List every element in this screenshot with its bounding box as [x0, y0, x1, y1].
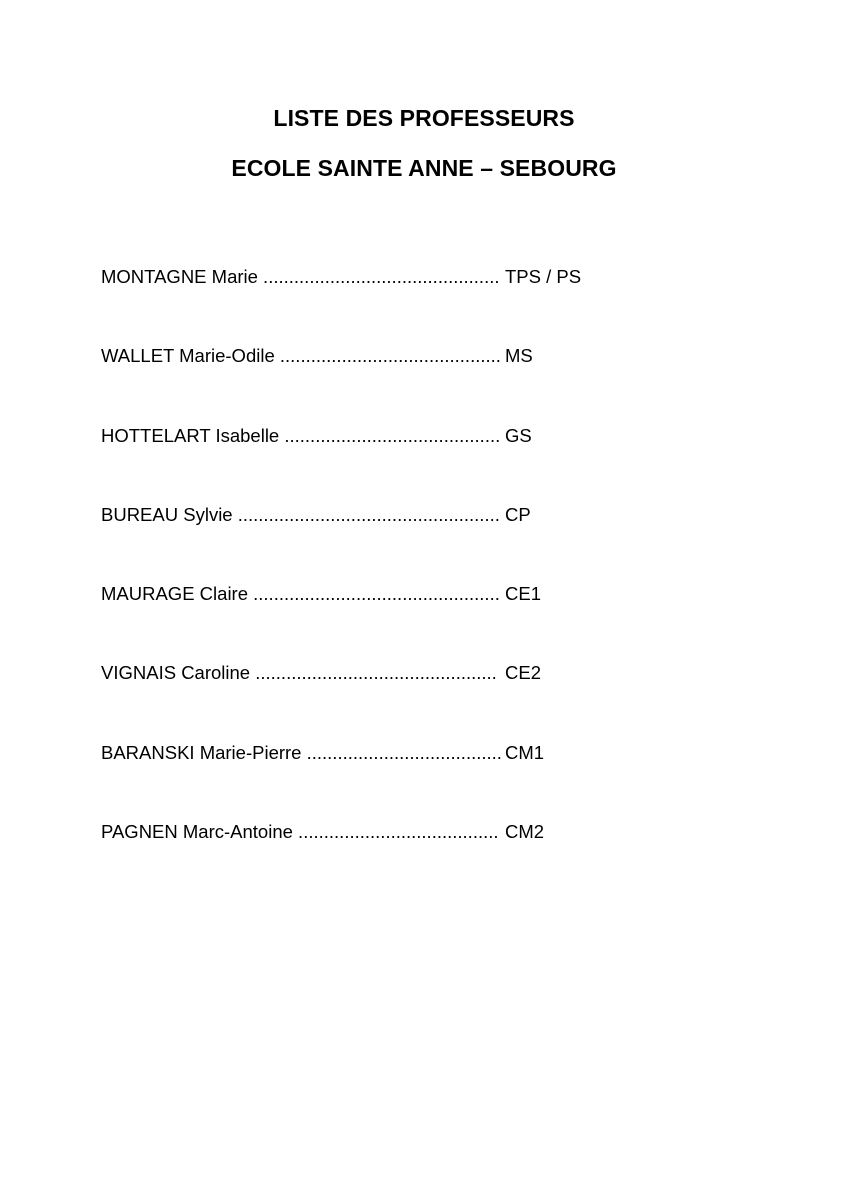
- teacher-grade: CP: [505, 503, 531, 525]
- teacher-name: PAGNEN Marc-Antoine: [101, 821, 293, 843]
- teacher-name: HOTTELART Isabelle: [101, 424, 280, 446]
- list-item: [101, 819, 621, 898]
- list-item: [101, 502, 621, 581]
- teacher-name: BARANSKI Marie-Pierre: [101, 741, 302, 763]
- teacher-grade: GS: [505, 424, 532, 446]
- document-subtitle: ECOLE SAINTE ANNE – SEBOURG: [231, 155, 617, 181]
- list-item: [101, 581, 621, 660]
- list-item: [101, 343, 621, 422]
- dot-leader: ...............................................: [250, 662, 497, 684]
- teacher-grade: CM1: [505, 741, 545, 763]
- dot-leader: ...........................................: [274, 345, 501, 367]
- teacher-name: VIGNAIS Caroline: [101, 662, 251, 684]
- dot-leader: ..............................................: [257, 266, 500, 287]
- dot-leader: ................................................: [248, 583, 500, 605]
- teacher-grade: CE1: [505, 583, 541, 605]
- dot-leader: .......................................: [292, 821, 499, 843]
- list-item: [101, 423, 621, 502]
- teacher-name: BUREAU Sylvie: [101, 503, 233, 525]
- teacher-grade: CM2: [505, 821, 545, 843]
- dot-leader: ......................................: [301, 741, 502, 763]
- teacher-grade: TPS / PS: [505, 266, 582, 287]
- teacher-list: [101, 264, 621, 898]
- teacher-grade: MS: [505, 345, 533, 367]
- list-item: [101, 264, 621, 343]
- teacher-name: MONTAGNE Marie: [101, 266, 258, 287]
- document-title: LISTE DES PROFESSEURS: [273, 105, 575, 131]
- teacher-name: WALLET Marie-Odile: [101, 345, 275, 367]
- list-item: [101, 660, 621, 739]
- teacher-grade: CE2: [505, 662, 541, 684]
- dot-leader: ...................................................: [232, 503, 500, 525]
- dot-leader: ..........................................: [279, 424, 501, 446]
- list-item: [101, 740, 621, 819]
- teacher-name: MAURAGE Claire: [101, 583, 248, 605]
